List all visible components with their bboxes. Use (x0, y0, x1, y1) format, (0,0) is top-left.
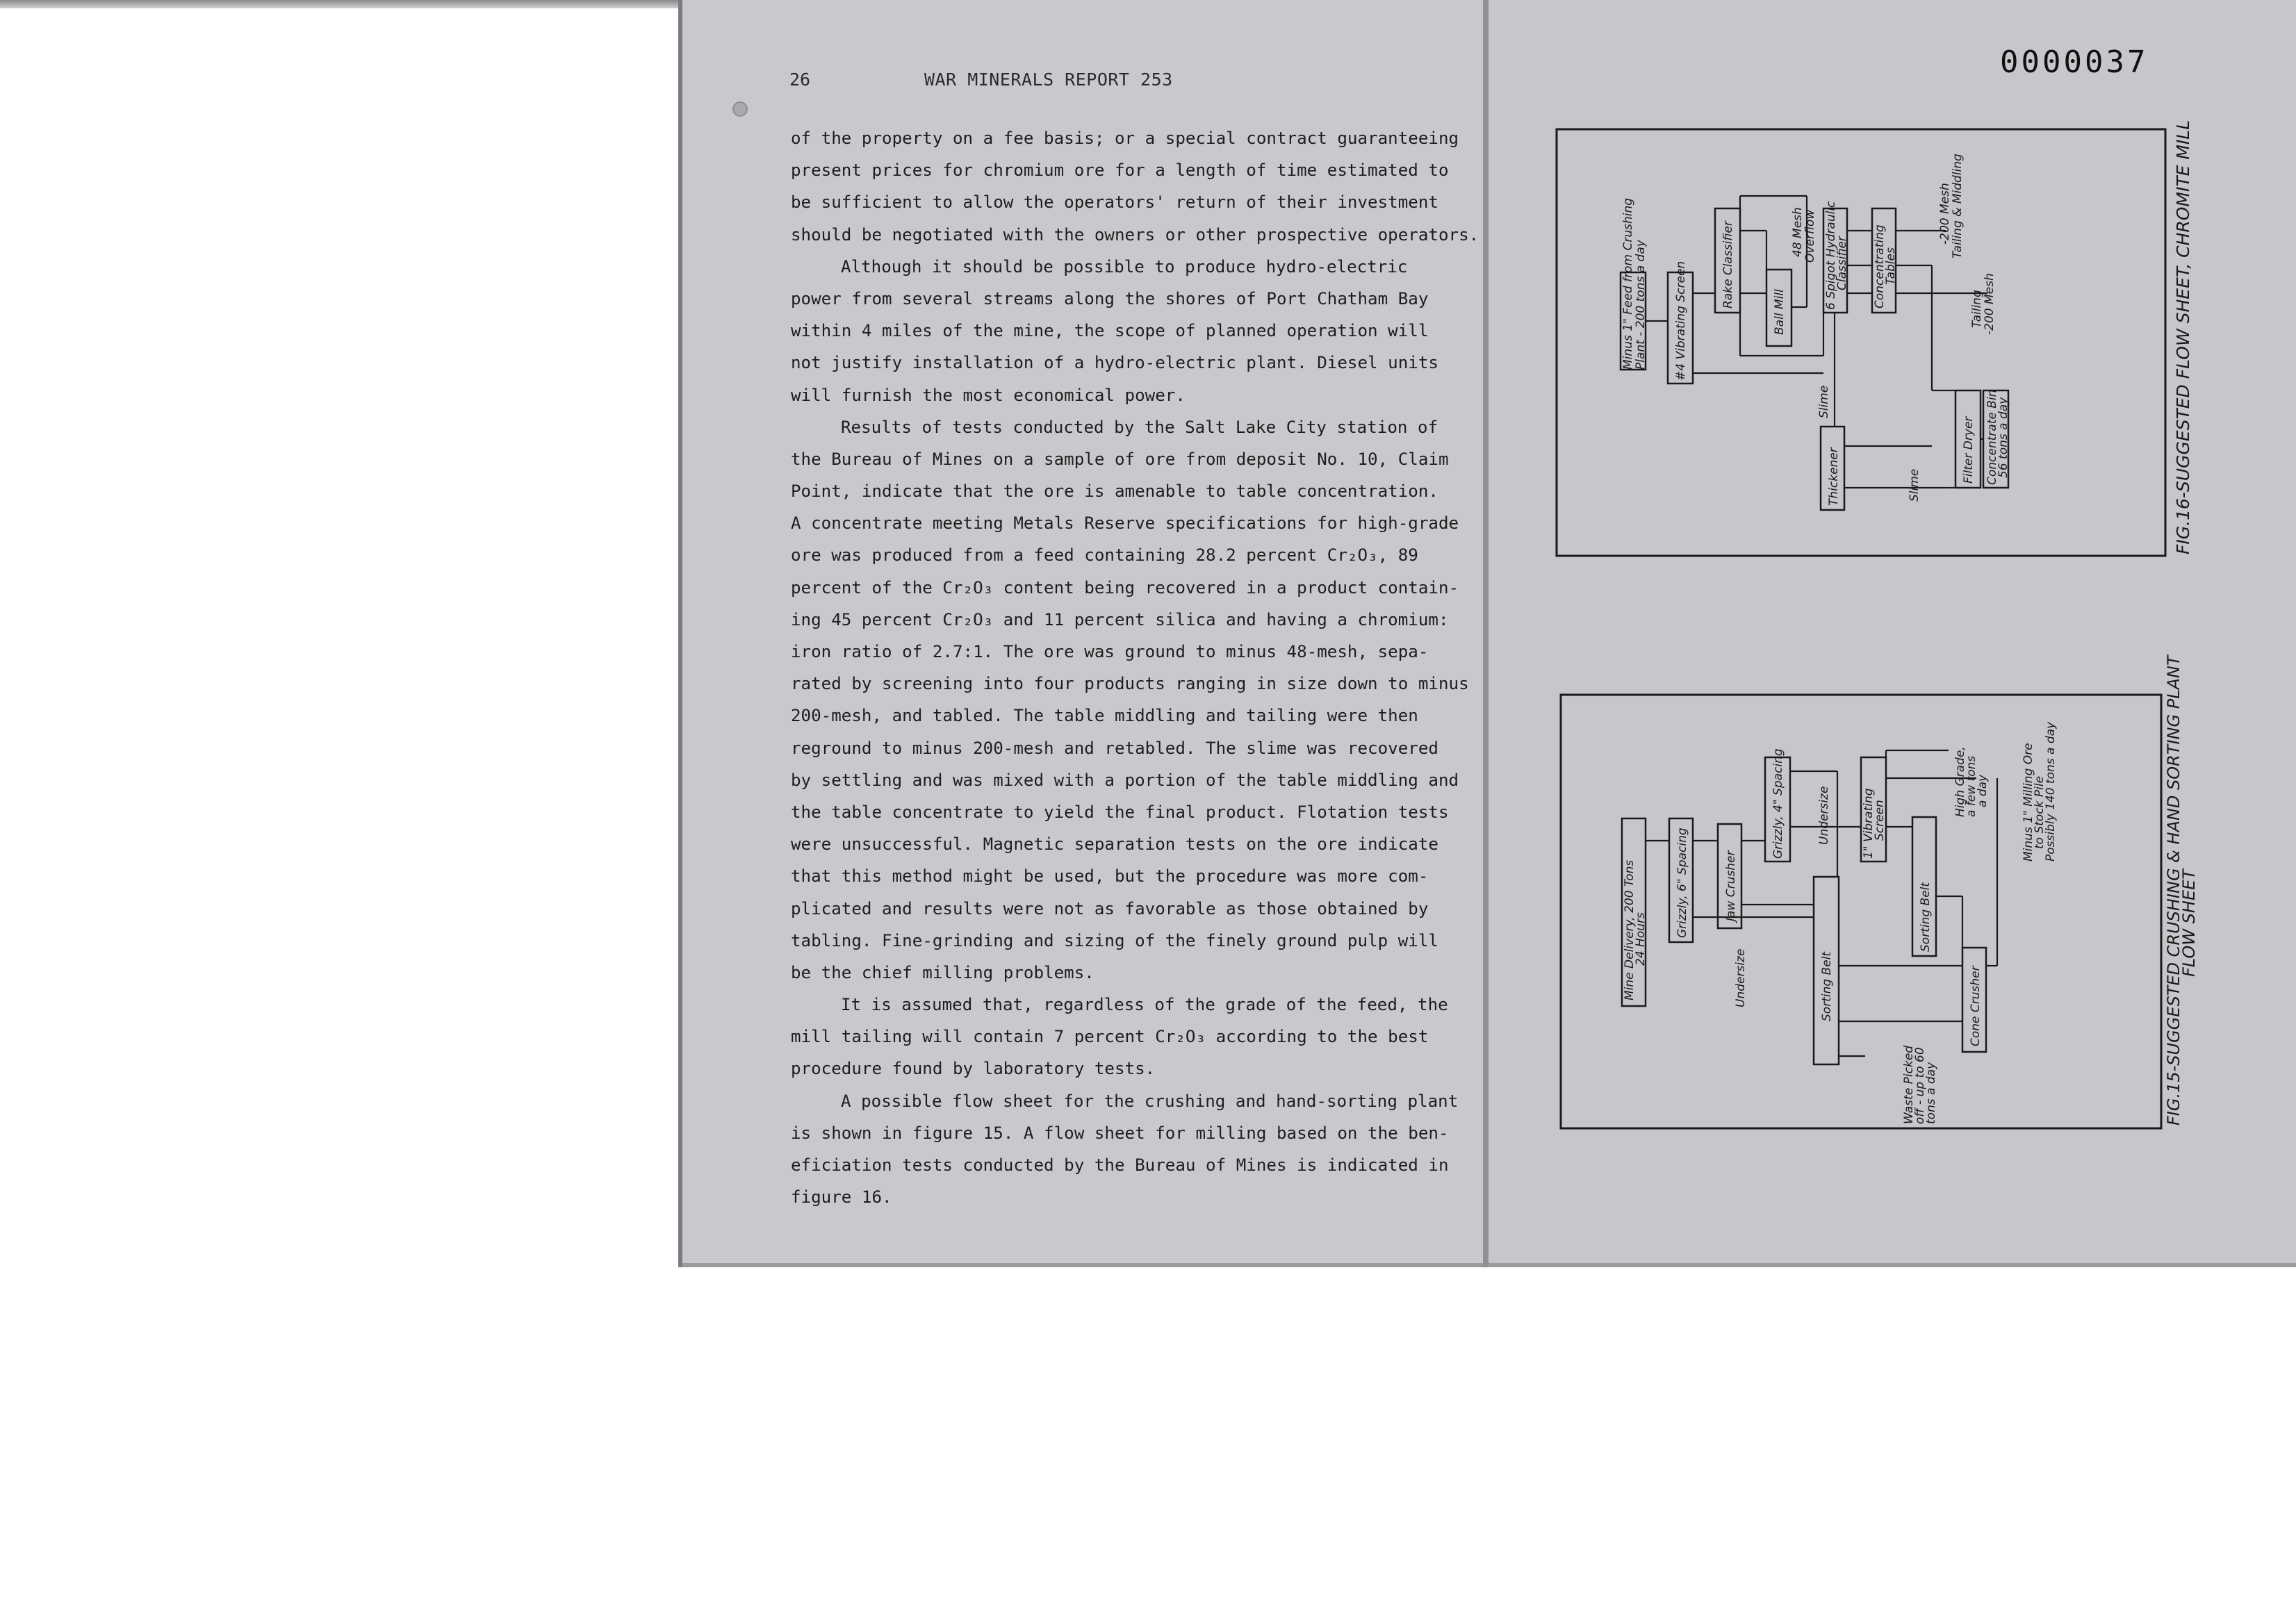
gutter (1483, 0, 1489, 1267)
figure-16-flow-sheet (1557, 120, 2193, 571)
body-line: is shown in figure 15. A flow sheet for milling based on the ben- (791, 1123, 1449, 1143)
fig15-vibrating-screen-label-2: Screen (1873, 800, 1887, 841)
fig15-undersize-label: Undersize (1734, 948, 1748, 1007)
fig16-overflow-label: 48 Mesh (1791, 207, 1805, 257)
fig16-tailing-label: Tailing (1970, 290, 1984, 328)
fig16-tail-mid-label-2: Tailing & Middling (1951, 154, 1965, 258)
fig15-sorting-belt-label: Sorting Belt (1820, 951, 1834, 1021)
body-line: power from several streams along the shores of Port Chatham Bay (791, 288, 1429, 308)
body-line: procedure found by laboratory tests. (791, 1059, 1156, 1079)
fig16-tailing-label-2: -200 Mesh (1983, 273, 1996, 335)
fig16-hydraulic-classifier-label-2: Classifier (1835, 236, 1849, 290)
body-line: that this method might be used, but the procedure was more com- (791, 866, 1429, 887)
body-line: figure 16. (791, 1187, 892, 1208)
body-line: the Bureau of Mines on a sample of ore from deposit No. 10, Claim (791, 449, 1449, 469)
body-line: within 4 miles of the mine, the scope of planned operation will (791, 321, 1429, 341)
fig15-milling-ore-label: Minus 1" Milling Ore (2022, 743, 2035, 862)
scan-edge (0, 0, 678, 8)
body-line: plicated and results were not as favorable as those obtained by (791, 898, 1429, 918)
body-line: eficiation tests conducted by the Bureau of Mines is indicated in (791, 1155, 1449, 1175)
fig15-sorting-belt-label-2: Sorting Belt (1919, 882, 1933, 952)
body-line: reground to minus 200-mesh and retabled. The slime was recovered (791, 738, 1438, 758)
fig16-hydraulic-classifier-label: 6 Spigot Hydraulic (1824, 201, 1838, 310)
fig15-jaw-crusher-label: Jaw Crusher (1724, 850, 1738, 921)
binding-hole (732, 101, 748, 117)
fig15-caption: FIG.15-SUGGESTED CRUSHING & HAND SORTING PLANT (2164, 655, 2183, 1126)
body-line: A possible flow sheet for the crushing and hand-sorting plant (841, 1091, 1459, 1111)
body-line: should be negotiated with the owners or other prospective operators. (791, 224, 1479, 245)
body-line: were unsuccessful. Magnetic separation tests on the ore indicate (791, 834, 1438, 855)
body-line: A concentrate meeting Metals Reserve specifications for high-grade (791, 513, 1459, 534)
fig15-milling-ore-label-3: Possibly 140 tons a day (2044, 721, 2058, 862)
fig16-screen-label: #4 Vibrating Screen (1674, 261, 1688, 381)
page-header (785, 69, 1397, 94)
body-text (791, 122, 1479, 1213)
body-line: iron ratio of 2.7:1. The ore was ground to minus 48-mesh, sepa- (791, 642, 1429, 661)
body-line: be sufficient to allow the operators' return of their investment (791, 192, 1438, 213)
body-line: Point, indicate that the ore is amenable to table concentration. (791, 481, 1438, 502)
body-line: Although it should be possible to produce hydro-electric (841, 256, 1408, 277)
fig16-feed-label: Minus 1" Feed from Crushing (1621, 197, 1635, 370)
body-line: present prices for chromium ore for a length of time estimated to (791, 160, 1449, 181)
fig15-vibrating-screen-label: 1" Vibrating (1862, 788, 1876, 859)
fig16-rake-classifier-label: Rake Classifier (1721, 221, 1735, 308)
fig16-tail-mid-label: -200 Mesh (1938, 183, 1952, 245)
body-line: not justify installation of a hydro-electric plant. Diesel units (791, 353, 1438, 373)
body-line: mill tailing will contain 7 percent Cr₂O₃ according to the best (791, 1027, 1429, 1047)
fig15-delivery-label-2: 24 Hours (1634, 912, 1648, 966)
fig15-high-grade-label-3: a day (1976, 774, 1990, 807)
fig16-slime-label-2: Slime (1908, 468, 1921, 502)
body-line: rated by screening into four products ranging in size down to minus (791, 674, 1469, 694)
fig16-tables-label-2: Tables (1884, 247, 1898, 285)
body-line: Results of tests conducted by the Salt Lake City station of (841, 417, 1438, 437)
fig15-grizzly6-label: Grizzly, 6" Spacing (1675, 827, 1689, 938)
fig15-high-grade-label-2: a few tons (1965, 755, 1978, 817)
fig15-high-grade-label: High Grade, (1953, 746, 1967, 817)
body-line: percent of the Cr₂O₃ content being recovered in a product contain- (791, 577, 1459, 598)
figure-15-flow-sheet (1559, 655, 2199, 1132)
body-line: ore was produced from a feed containing 28.2 percent Cr₂O₃, 89 (791, 545, 1418, 566)
body-line: be the chief milling problems. (791, 962, 1094, 982)
fig15-waste-label-2: off - up to 60 (1913, 1047, 1927, 1124)
fig16-slime-label: Slime (1817, 385, 1831, 418)
fig15-waste-label-3: tons a day (1924, 1062, 1938, 1124)
page-number: 26 (789, 69, 811, 90)
body-line: of the property on a fee basis; or a special contract guaranteeing (791, 129, 1459, 148)
fig16-thickener-label: Thickener (1827, 447, 1841, 506)
running-head: WAR MINERALS REPORT 253 (924, 69, 1173, 90)
fig15-delivery-label: Mine Delivery, 200 Tons (1623, 859, 1637, 1000)
body-line: by settling and was mixed with a portion of the table middling and (791, 770, 1459, 790)
fig16-tables-label: Concentrating (1873, 224, 1887, 308)
fig16-overflow-label-2: Overflow (1803, 209, 1817, 263)
fig15-grizzly4-label: Grizzly, 4" Spacing (1771, 748, 1785, 859)
body-line: the table concentrate to yield the final product. Flotation tests (791, 802, 1449, 822)
body-line: ing 45 percent Cr₂O₃ and 11 percent silica and having a chromium: (791, 609, 1449, 629)
fig15-milling-ore-label-2: to Stock Pile (2033, 775, 2047, 849)
fig16-bin-label-2: 56 tons a day (1996, 397, 2010, 478)
document-serial-number: 0000037 (2000, 44, 2149, 80)
fig15-caption-2: FLOW SHEET (2179, 869, 2199, 977)
fig15-undersize-label-2: Undersize (1817, 786, 1831, 845)
body-line: 200-mesh, and tabled. The table middling and tailing were then (791, 706, 1418, 726)
fig15-cone-crusher-label: Cone Crusher (1969, 966, 1983, 1046)
fig16-caption: FIG.16-SUGGESTED FLOW SHEET, CHROMITE MILL (2173, 120, 2193, 554)
body-line: will furnish the most economical power. (791, 385, 1186, 405)
fig16-ball-mill-label: Ball Mill (1773, 289, 1787, 335)
fig16-filter-label: Filter Dryer (1962, 416, 1976, 484)
fig16-feed-label-2: Plant - 200 tons a day (1634, 240, 1648, 370)
fig16-bin-label: Concentrate Bin (1985, 389, 1999, 485)
body-line: It is assumed that, regardless of the grade of the feed, the (841, 995, 1448, 1015)
body-line: tabling. Fine-grinding and sizing of the finely ground pulp will (791, 930, 1438, 950)
fig15-waste-label: Waste Picked (1902, 1045, 1916, 1124)
